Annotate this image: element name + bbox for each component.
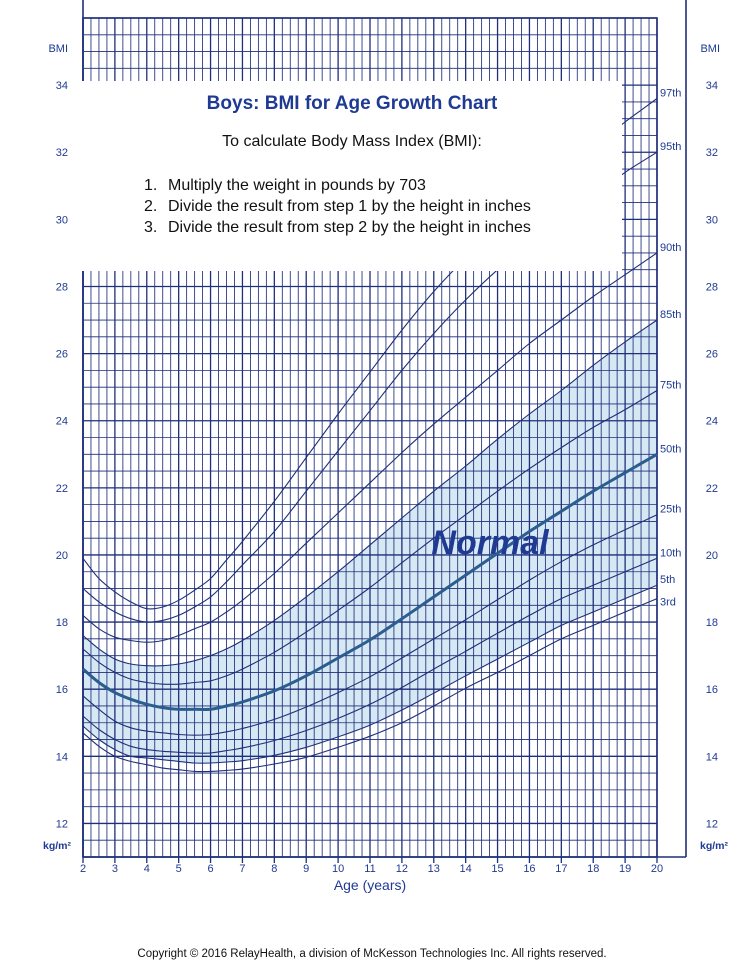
y-tick-label-right: 22	[705, 482, 718, 495]
y-tick-label-left: 26	[55, 348, 68, 361]
copyright-text: Copyright © 2016 RelayHealth, a division of McKesson Technologies Inc. All rights reserved.	[137, 948, 607, 960]
info-box	[82, 81, 622, 271]
y-tick-label-right: 12	[705, 818, 718, 831]
y-tick-label-left: 12	[55, 818, 68, 831]
x-tick-label: 9	[303, 863, 310, 875]
percentile-label-25th: 25th	[660, 503, 682, 516]
y-tick-label-right: 20	[705, 549, 718, 562]
info-steps	[144, 175, 531, 238]
info-step	[144, 196, 531, 217]
x-tick-label: 15	[491, 863, 504, 875]
info-step-number: 3.	[144, 219, 158, 236]
normal-band-label: Normal	[431, 524, 549, 562]
percentile-label-3rd: 3rd	[660, 596, 676, 609]
x-tick-label: 5	[175, 863, 182, 875]
y-tick-label-left: 22	[55, 482, 68, 495]
info-step-text: Multiply the weight in pounds by 703	[168, 177, 426, 194]
x-axis-label: Age (years)	[333, 877, 407, 893]
y-tick-label-right: 14	[705, 751, 718, 764]
info-step-number: 1.	[144, 177, 158, 194]
x-tick-label: 8	[271, 863, 278, 875]
y-tick-label-left: 32	[55, 147, 68, 160]
y-tick-label-left: 28	[55, 281, 68, 294]
y-tick-label-left: 30	[55, 214, 68, 227]
x-tick-label: 13	[427, 863, 440, 875]
percentile-label-75th: 75th	[660, 379, 682, 392]
y-tick-label-right: 32	[705, 147, 718, 160]
y-tick-label-right: 30	[705, 214, 718, 227]
y-tick-label-left: 20	[55, 549, 68, 562]
x-tick-label: 3	[111, 863, 118, 875]
percentile-label-97th: 97th	[660, 87, 682, 100]
percentile-label-90th: 90th	[660, 241, 682, 254]
info-step-text: Divide the result from step 2 by the height in inches	[168, 219, 531, 236]
info-step-number: 2.	[144, 198, 158, 215]
percentile-label-50th: 50th	[660, 443, 682, 456]
y-axis-label-bottom-left: kg/m²	[42, 840, 71, 852]
x-tick-label: 14	[459, 863, 472, 875]
percentile-label-5th: 5th	[660, 574, 676, 587]
y-tick-label-left: 18	[55, 617, 68, 630]
info-title: Boys: BMI for Age Growth Chart	[206, 93, 498, 114]
x-tick-label: 10	[331, 863, 345, 875]
x-tick-label: 18	[587, 863, 600, 875]
y-tick-label-right: 26	[705, 348, 718, 361]
y-axis-label-top-left: BMI	[48, 43, 68, 55]
y-tick-label-right: 18	[705, 617, 718, 630]
y-tick-label-left: 16	[55, 684, 68, 697]
x-tick-label: 4	[143, 863, 150, 875]
info-step	[144, 217, 531, 238]
info-step	[144, 175, 531, 196]
x-tick-label: 11	[364, 863, 376, 875]
x-tick-label: 20	[650, 863, 664, 875]
x-tick-label: 19	[618, 863, 632, 875]
y-tick-label-right: 28	[705, 281, 718, 294]
y-axis-label-top-right: BMI	[700, 43, 720, 55]
y-tick-label-right: 34	[705, 80, 718, 93]
x-tick-label: 16	[523, 863, 536, 875]
y-tick-label-left: 34	[55, 80, 68, 93]
y-axis-label-bottom-right: kg/m²	[699, 840, 728, 852]
y-tick-label-right: 24	[705, 415, 718, 428]
percentile-label-95th: 95th	[660, 141, 682, 154]
y-tick-label-left: 24	[55, 415, 68, 428]
x-tick-label: 2	[79, 863, 87, 875]
x-tick-label: 6	[207, 863, 214, 875]
y-tick-label-left: 14	[55, 751, 68, 764]
info-subtitle: To calculate Body Mass Index (BMI):	[222, 133, 482, 150]
info-step-text: Divide the result from step 1 by the height in inches	[168, 198, 531, 215]
x-tick-label: 12	[395, 863, 409, 875]
percentile-label-10th: 10th	[660, 547, 682, 560]
x-tick-label: 7	[239, 863, 246, 875]
percentile-label-85th: 85th	[660, 309, 682, 322]
x-tick-label: 17	[555, 863, 568, 875]
y-tick-label-right: 16	[705, 684, 718, 697]
